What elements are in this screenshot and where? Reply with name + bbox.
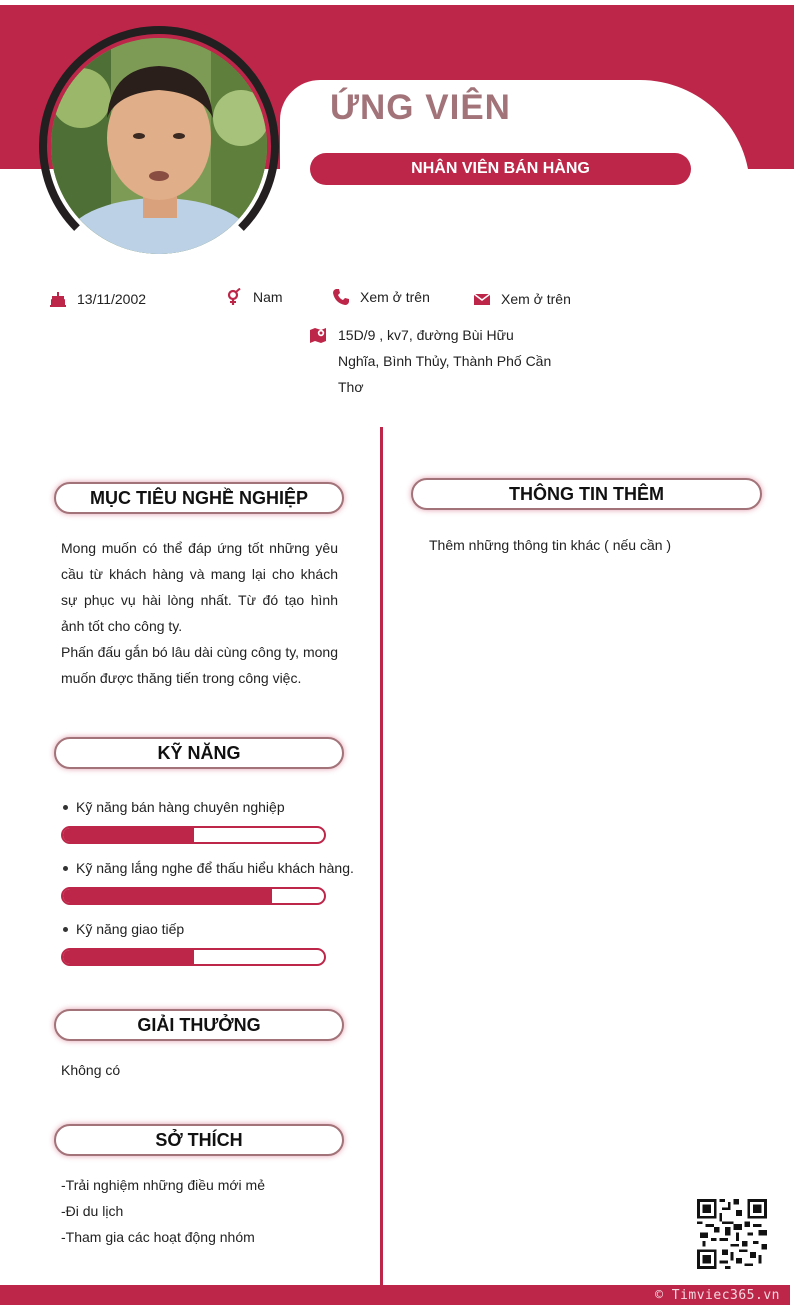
map-pin-icon [309,326,327,344]
avatar-photo [51,38,267,254]
hobby-item: -Trải nghiệm những điều mới mẻ [61,1177,266,1193]
bullet-icon [63,866,68,871]
awards-text: Không có [61,1062,121,1078]
contact-address [309,322,558,400]
job-title: NHÂN VIÊN BÁN HÀNG [310,153,691,185]
gender-value: Nam [253,289,283,305]
skill-label: Kỹ năng bán hàng chuyên nghiệp [76,799,285,815]
address-value: 15D/9 , kv7, đường Bùi Hữu Nghĩa, Bình Thủy, Thành Phố Cần Thơ [338,327,552,395]
hobbies-heading: SỞ THÍCH [54,1124,344,1156]
objective-heading: MỤC TIÊU NGHỀ NGHIỆP [54,482,344,514]
phone-icon [332,288,350,306]
hobby-item: -Đi du lịch [61,1203,124,1219]
skills-heading: KỸ NĂNG [54,737,344,769]
mail-icon [473,290,491,308]
qr-code [697,1199,767,1269]
birthday-value: 13/11/2002 [77,291,147,307]
skill-bar-fill [63,889,272,903]
avatar [51,38,267,254]
skill-bar [61,826,326,844]
gender-icon [225,288,243,306]
skill-label: Kỹ năng lắng nghe để thấu hiểu khách hàng. [76,860,354,876]
objective-paragraph-2: Phấn đấu gắn bó lâu dài cùng công ty, mong muốn được thăng tiến trong công việc. [61,644,338,686]
hobby-item: -Tham gia các hoạt động nhóm [61,1229,255,1245]
column-divider [380,427,383,1285]
objective-paragraph-1: Mong muốn có thể đáp ứng tốt những yêu cầu từ khách hàng và mang lại cho khách sự phục vụ hài lòng nhất. Từ đó tạo hình ảnh tốt cho công ty. [61,540,338,634]
extra-text: Thêm những thông tin khác ( nếu cần ) [429,537,672,553]
contact-birthday [49,290,146,308]
contact-phone [332,288,430,306]
contact-gender [225,288,283,306]
extra-heading: THÔNG TIN THÊM [411,478,762,510]
bullet-icon [63,805,68,810]
email-value: Xem ở trên [501,291,571,307]
skill-bar-fill [63,950,194,964]
skill-item [63,921,184,937]
bullet-icon [63,927,68,932]
skill-label: Kỹ năng giao tiếp [76,921,185,937]
cake-icon [49,290,67,308]
awards-heading: GIẢI THƯỞNG [54,1009,344,1041]
contact-email [473,290,571,308]
skill-bar-fill [63,828,194,842]
phone-value: Xem ở trên [360,289,430,305]
skill-bar [61,887,326,905]
footer-copyright: © Timviec365.vn [655,1288,780,1303]
skill-item [63,860,354,876]
skill-bar [61,948,326,966]
candidate-name: ỨNG VIÊN [330,88,511,127]
skill-item [63,799,285,815]
